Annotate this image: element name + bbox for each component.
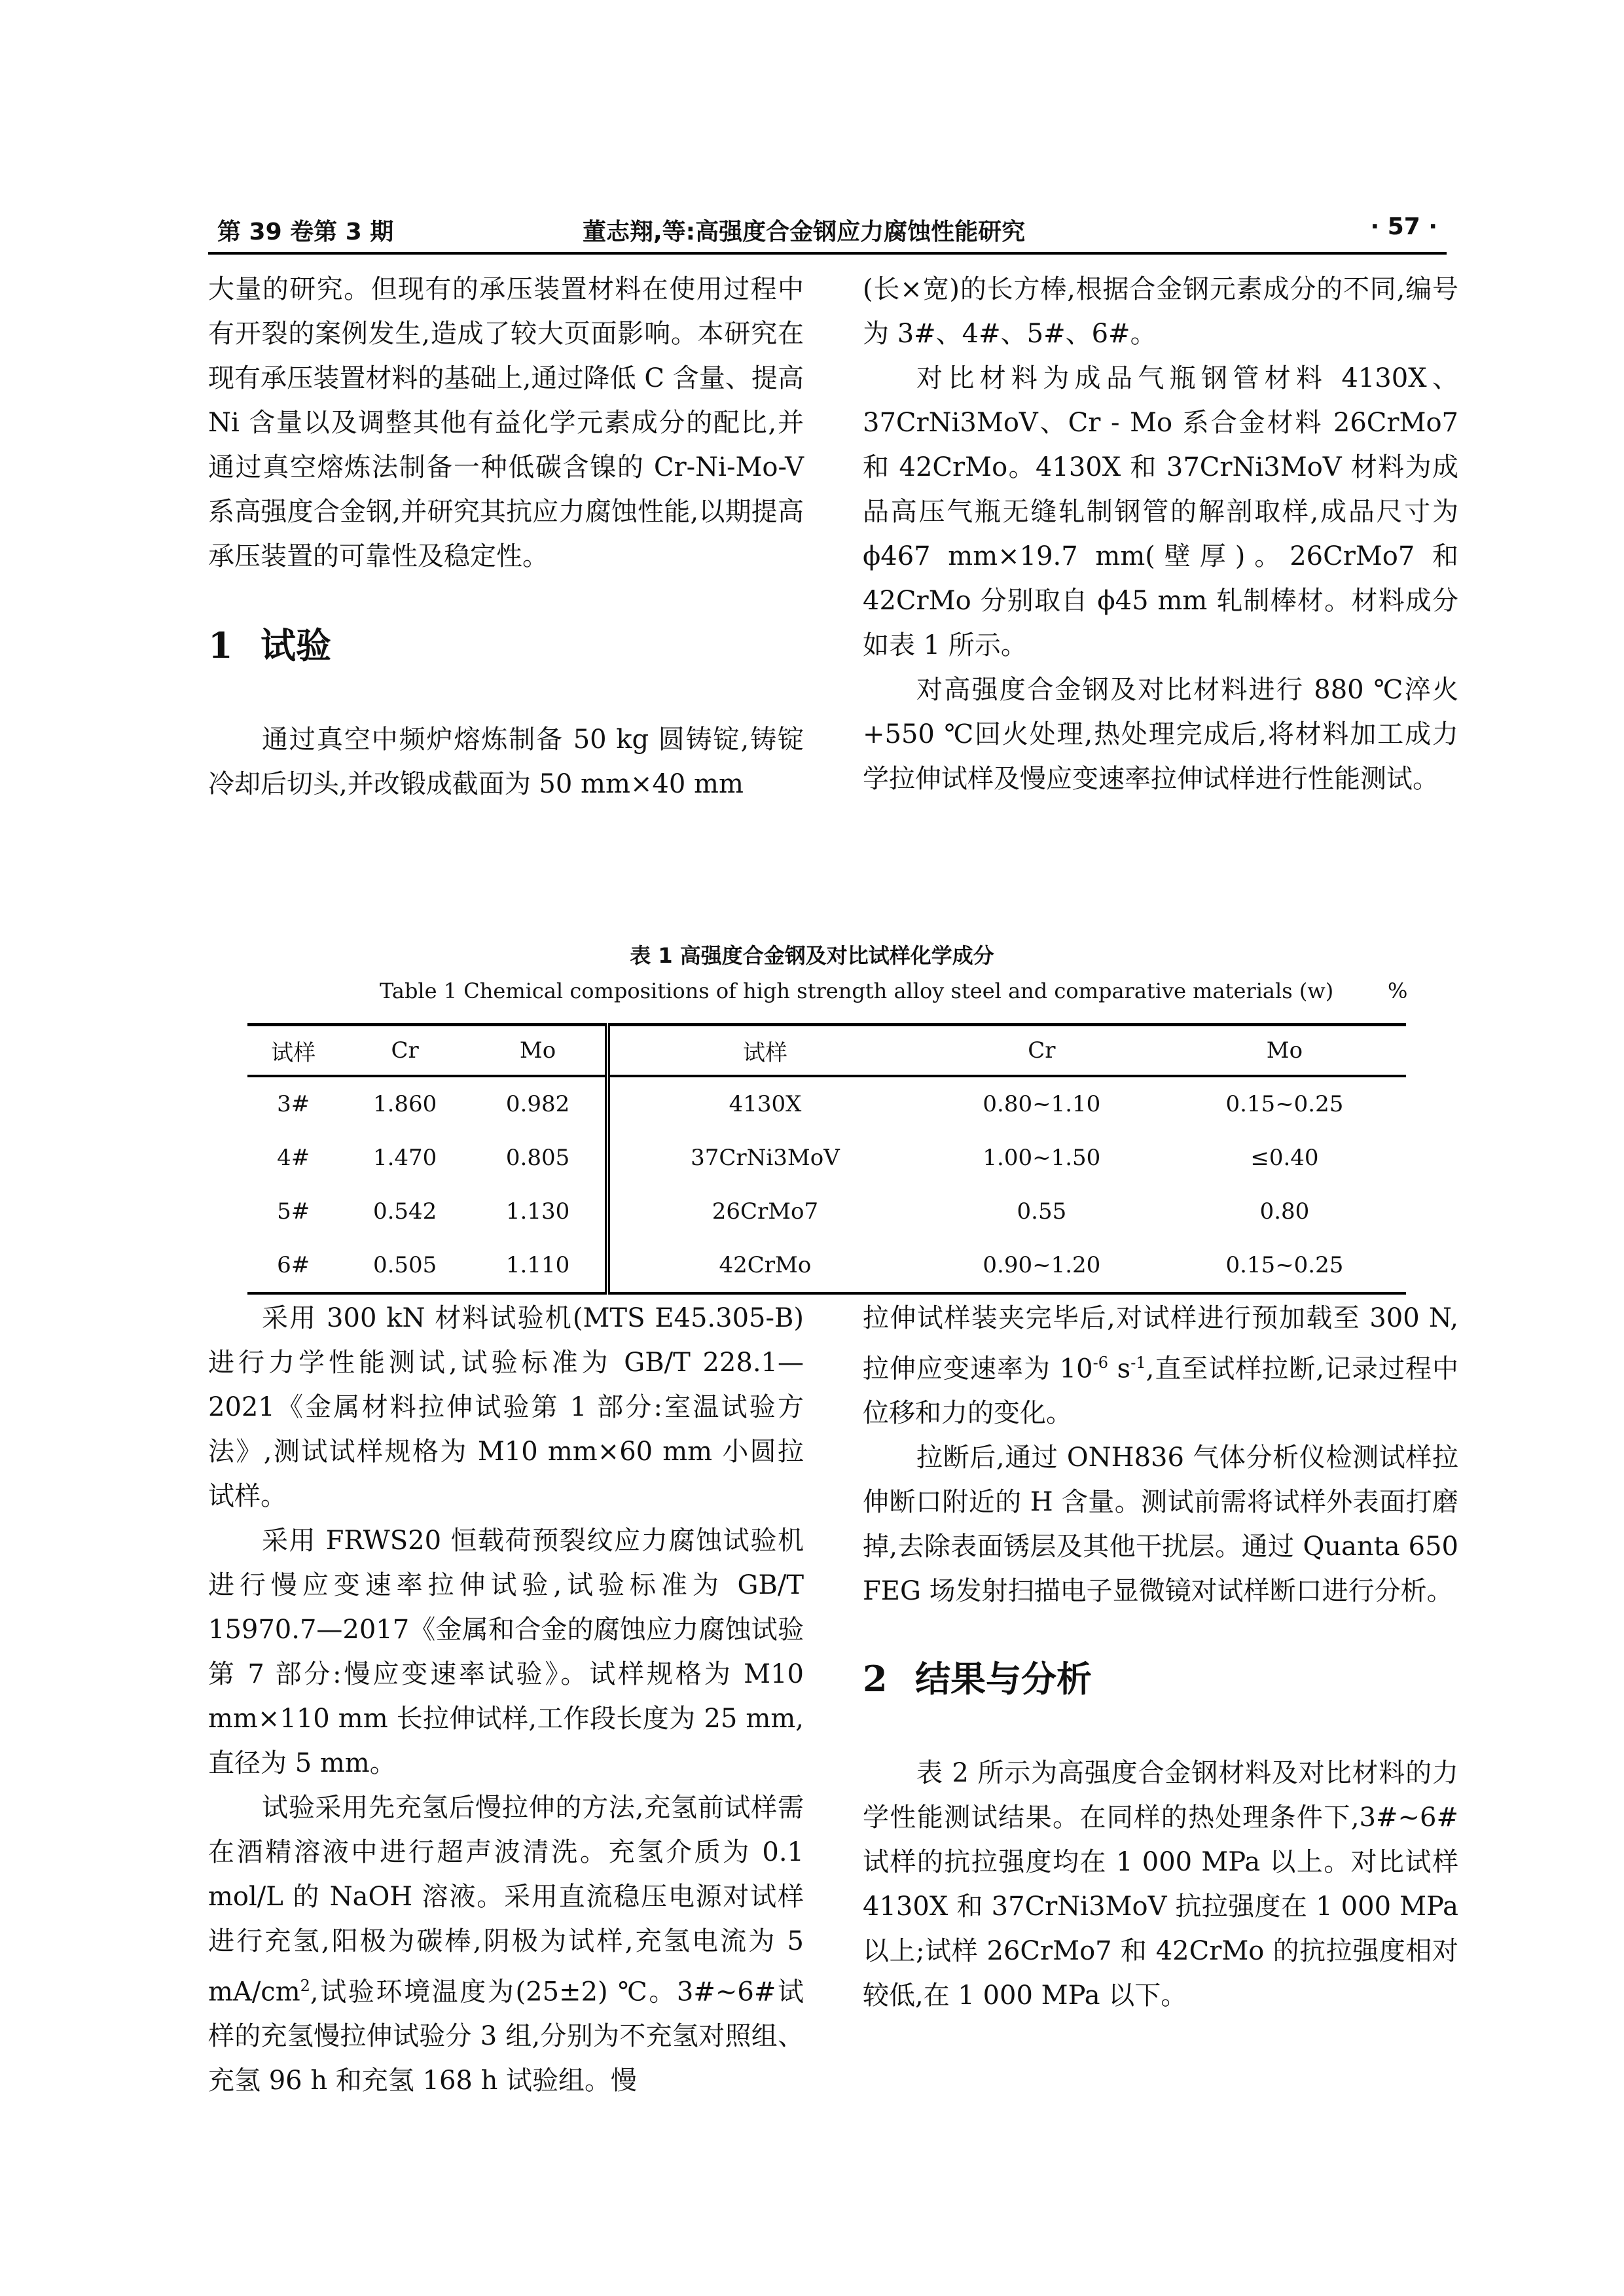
right-column-bottom [863, 1296, 1458, 2018]
table-cell: 1.860 [372, 1091, 437, 1117]
section-1-heading [208, 619, 804, 672]
superscript: -1 [1130, 1354, 1146, 1372]
table-cell: 1.110 [471, 1238, 607, 1293]
table-cell: 3# [277, 1091, 310, 1117]
table-cell: 4130X [729, 1091, 802, 1117]
superscript: -6 [1092, 1354, 1108, 1372]
left-column-bottom [208, 1296, 804, 2103]
left-column-top [208, 267, 804, 806]
table-row [247, 1131, 1406, 1185]
table-cell: 0.982 [471, 1076, 607, 1131]
sample-numbering-paragraph: (长×宽)的长方棒,根据合金钢元素成分的不同,编号为 3#、4#、5#、6#。 [863, 274, 1458, 349]
table-cell: 0.15~0.25 [1225, 1091, 1344, 1117]
table-cell: 0.505 [372, 1252, 437, 1278]
heat-treatment-paragraph: 对高强度合金钢及对比材料进行 880 ℃淬火+550 ℃回火处理,热处理完成后,将材料加工成力学拉伸试样及慢应变速率拉伸试样进行性能测试。 [863, 675, 1458, 794]
table-1 [247, 1023, 1406, 1295]
comparative-materials-paragraph: 对比材料为成品气瓶钢管材料 4130X、37CrNi3MoV、Cr - Mo 系合金材料 26CrMo7 和 42CrMo。4130X 和 37CrNi3MoV 材料为成品高压气瓶无缝轧制钢管的解剖取样,成品尺寸为 ϕ467 mm×19.7 mm(壁厚)。26CrMo7 和 42CrMo 分别取自 ϕ45 mm 轧制棒材。材料成分如表 1 所示。 [863, 363, 1458, 660]
table-cell: 0.80~1.10 [983, 1091, 1101, 1117]
running-title: 董志翔,等:高强度合金钢应力腐蚀性能研究 [583, 219, 1026, 245]
journal-issue: 第 39 卷第 3 期 [217, 219, 394, 245]
preload-paragraph [863, 1296, 1458, 1435]
table-cell: ≤0.40 [1250, 1145, 1319, 1171]
table-1-caption-cn: 表 1 高强度合金钢及对比试样化学成分 [630, 943, 994, 968]
table-cell: 37CrNi3MoV [691, 1145, 840, 1171]
superscript: 2 [300, 1977, 310, 1995]
table-cell: 42CrMo [719, 1252, 812, 1278]
column-header: Cr [1028, 1037, 1056, 1064]
hydrogen-analysis-paragraph: 拉断后,通过 ONH836 气体分析仪检测试样拉伸断口附近的 H 含量。测试前需将试样外表面打磨掉,去除表面锈层及其他干扰层。通过 Quanta 650 FEG 场发射扫描电子显微镜对试样断口进行分析。 [863, 1443, 1458, 1607]
table-1-unit: % [1388, 978, 1408, 1003]
header-rule [208, 252, 1447, 255]
table-cell: 4# [277, 1145, 310, 1171]
column-header: Mo [1266, 1037, 1303, 1064]
table-cell: 0.542 [372, 1198, 437, 1225]
table-cell: 0.90~1.20 [983, 1252, 1101, 1278]
intro-paragraph: 大量的研究。但现有的承压装置材料在使用过程中有开裂的案例发生,造成了较大页面影响。本研究在现有承压装置材料的基础上,通过降低 C 含量、提高 Ni 含量以及调整其他有益化学元素成分的配比,并通过真空熔炼法制备一种低碳含镍的 Cr-Ni-Mo-V 系高强度合金钢,并研究其抗应力腐蚀性能,以期提高承压装置的可靠性及稳定性。 [208, 274, 804, 571]
section-2-number: 2 [863, 1658, 888, 1700]
column-header: Mo [471, 1025, 607, 1077]
hydrogen-charging-paragraph [208, 1785, 804, 2103]
section-2-title: 结果与分析 [915, 1658, 1092, 1700]
table-cell: 1.130 [471, 1185, 607, 1238]
ssrt-paragraph: 采用 FRWS20 恒载荷预裂纹应力腐蚀试验机进行慢应变速率拉伸试验,试验标准为 GB/T 15970.7—2017《金属和合金的腐蚀应力腐蚀试验第 7 部分:慢应变速率试验》。试样规格为 M10 mm×110 mm 长拉伸试样,工作段长度为 25 mm,直径为 5 mm。 [208, 1526, 804, 1778]
running-header [208, 208, 1447, 247]
table-row [247, 1185, 1406, 1238]
table-row [247, 1076, 1406, 1131]
column-header: 试样 [271, 1039, 316, 1066]
table-cell: 0.15~0.25 [1225, 1252, 1344, 1278]
right-column-top [863, 267, 1458, 801]
hydrogen-charging-text-b: ,试验环境温度为(25±2) ℃。3#~6#试样的充氢慢拉伸试验分 3 组,分别为不充氢对照组、充氢 96 h 和充氢 168 h 试验组。慢 [208, 1977, 804, 2096]
table-cell: 5# [277, 1198, 310, 1225]
tensile-test-paragraph: 采用 300 kN 材料试验机(MTS E45.305-B)进行力学性能测试,试验标准为 GB/T 228.1—2021《金属材料拉伸试验第 1 部分:室温试验方法》,测试试样规格为 M10 mm×60 mm 小圆拉试样。 [208, 1303, 804, 1511]
table-cell: 6# [277, 1252, 310, 1278]
ingot-paragraph: 通过真空中频炉熔炼制备 50 kg 圆铸锭,铸锭冷却后切头,并改锻成截面为 50 mm×40 mm [208, 725, 804, 799]
section-2-heading [863, 1653, 1458, 1705]
page-number: · 57 · [1370, 213, 1437, 240]
hydrogen-charging-text-a: 试验采用先充氢后慢拉伸的方法,充氢前试样需在酒精溶液中进行超声波清洗。充氢介质为 0.1 mol/L 的 NaOH 溶液。采用直流稳压电源对试样进行充氢,阳极为碳棒,阴极为试样,充氢电流为 5 mA/cm [208, 1793, 804, 2007]
table-cell: 0.55 [1017, 1198, 1067, 1225]
table-cell: 0.805 [471, 1131, 607, 1185]
table-header-row [247, 1025, 1406, 1077]
preload-text-b: s [1108, 1354, 1131, 1384]
table-cell: 26CrMo7 [712, 1198, 819, 1225]
column-header: Cr [391, 1037, 419, 1064]
preload-text-c: ,直至试样拉断,记录过程中位移和力的变化。 [863, 1354, 1458, 1429]
section-1-title: 试验 [261, 624, 331, 666]
table-cell: 0.80 [1259, 1198, 1310, 1225]
table-1-caption-en: Table 1 Chemical compositions of high strength alloy steel and comparative materials (w) [380, 978, 1334, 1003]
table-cell: 1.470 [372, 1145, 437, 1171]
preload-text-a: 拉伸试样装夹完毕后,对试样进行预加载至 300 N,拉伸应变速率为 10 [863, 1303, 1458, 1384]
column-header: 试样 [742, 1039, 787, 1066]
table-row [247, 1238, 1406, 1293]
results-paragraph: 表 2 所示为高强度合金钢材料及对比材料的力学性能测试结果。在同样的热处理条件下,3#~6#试样的抗拉强度均在 1 000 MPa 以上。对比试样 4130X 和 37CrNi3MoV 抗拉强度在 1 000 MPa 以上;试样 26CrMo7 和 42CrMo 的抗拉强度相对较低,在 1 000 MPa 以下。 [863, 1758, 1458, 2011]
section-1-number: 1 [208, 624, 233, 666]
table-cell: 1.00~1.50 [983, 1145, 1101, 1171]
